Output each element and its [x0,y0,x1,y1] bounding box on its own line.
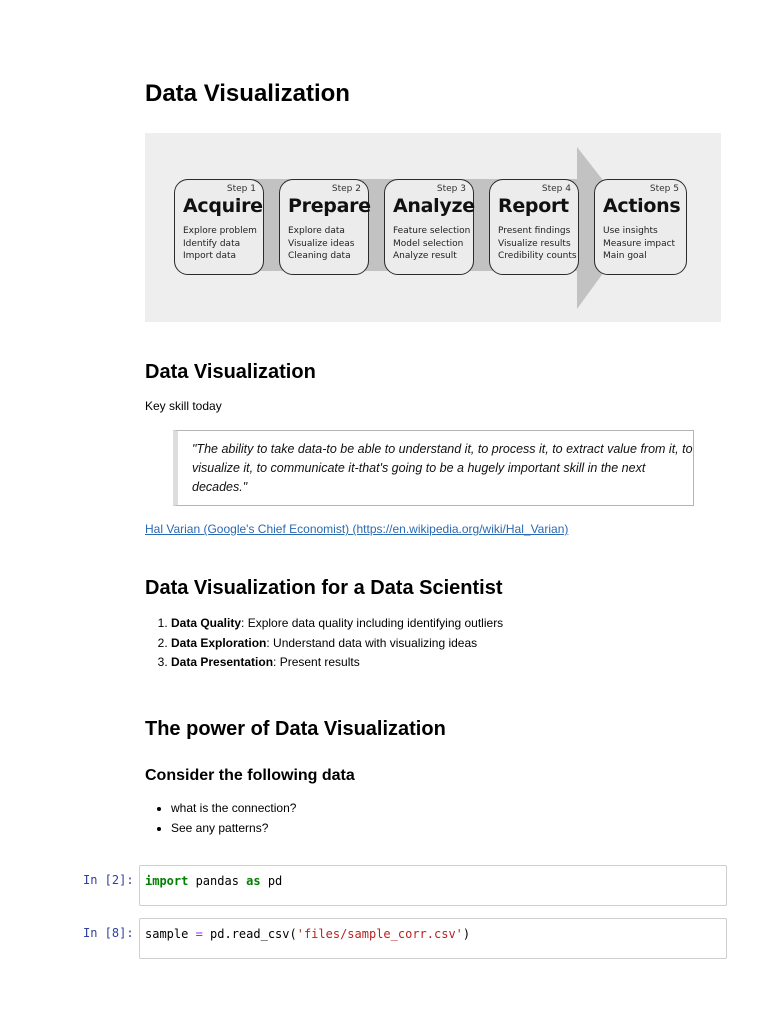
intro-text: Key skill today [145,399,222,413]
step-actions: Step 5 Actions Use insights Measure impact Main goal [594,179,687,275]
step-analyze: Step 3 Analyze Feature selection Model selection Analyze result [384,179,474,275]
section-heading: Data Visualization for a Data Scientist [145,577,503,599]
list-item: 3. Data Presentation: Present results [171,653,503,673]
step-acquire: Step 1 Acquire Explore problem Identify data Import data [174,179,264,275]
numbered-list [145,614,503,673]
subheading: Consider the following data [145,767,355,784]
workflow-banner [145,133,721,322]
section-heading: Data Visualization [145,361,316,383]
cell-prompt: In [8]: [83,926,134,940]
bullet-list [145,799,296,838]
step-prepare: Step 2 Prepare Explore data Visualize ideas Cleaning data [279,179,369,275]
blockquote: "The ability to take data-to be able to understand it, to process it, to extract value from it, to visualize it, to communicate it-that's going to be a hugely important skill in the next decades." [173,430,694,506]
page-title: Data Visualization [145,80,350,107]
list-item: • See any patterns? [171,819,296,839]
list-item: 2. Data Exploration: Understand data with visualizing ideas [171,634,503,654]
hal-varian-link[interactable]: Hal Varian (Google's Chief Economist) (https://en.wikipedia.org/wiki/Hal_Varian) [145,522,569,536]
step-report: Step 4 Report Present findings Visualize results Credibility counts [489,179,579,275]
code-cell[interactable]: import pandas as pd [139,865,727,906]
code-cell[interactable]: sample = pd.read_csv('files/sample_corr.csv') [139,918,727,959]
list-item: 1. Data Quality: Explore data quality including identifying outliers [171,614,503,634]
cell-prompt: In [2]: [83,873,134,887]
list-item: • what is the connection? [171,799,296,819]
section-heading: The power of Data Visualization [145,718,446,740]
